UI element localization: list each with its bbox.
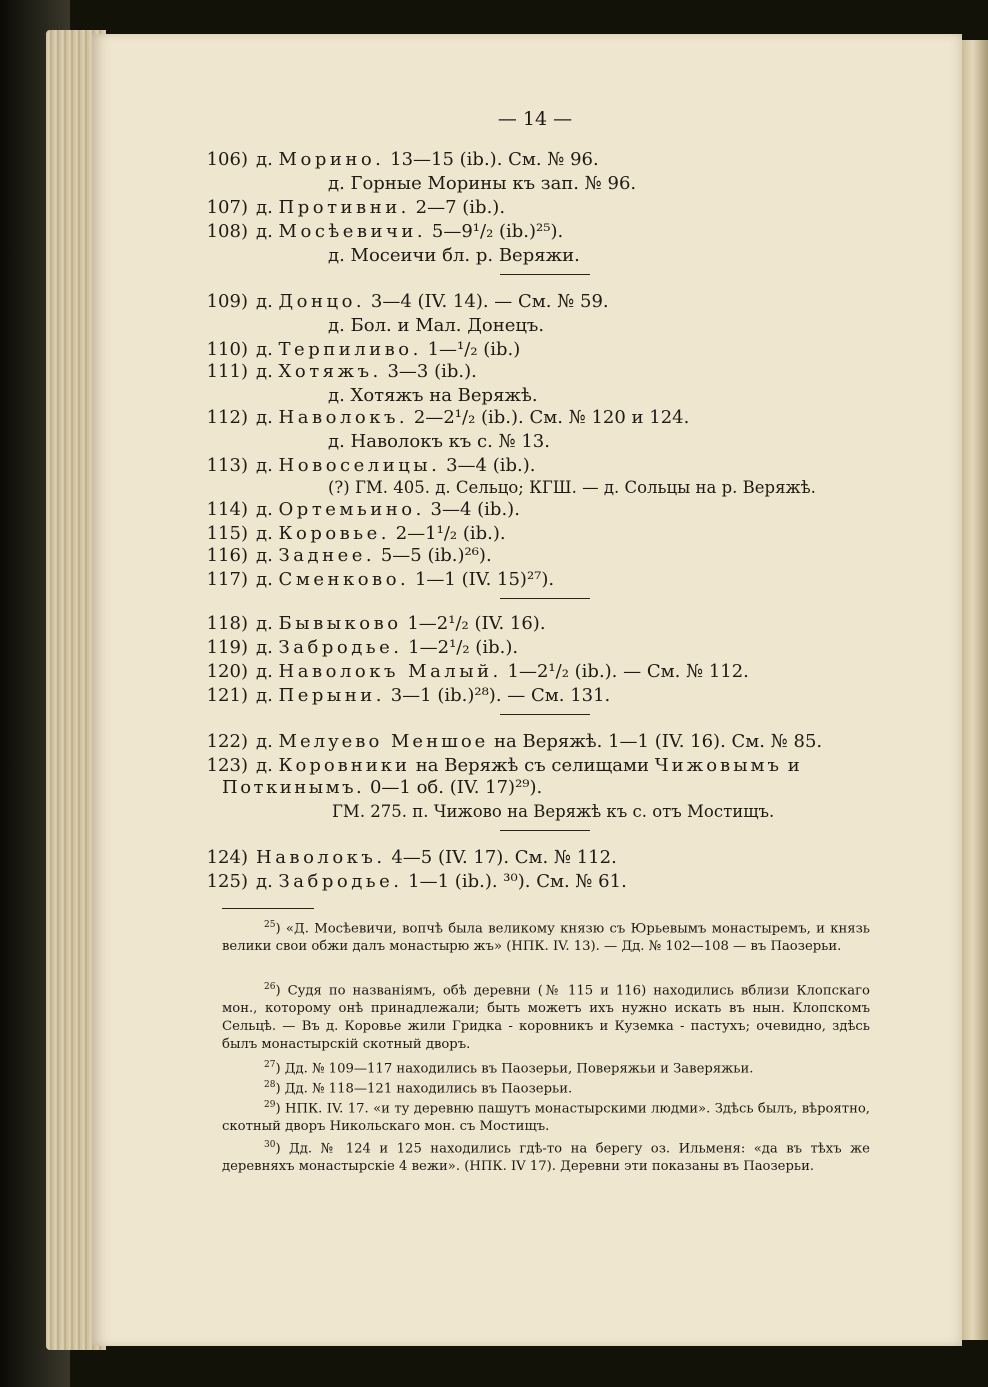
- entry-number: 111): [206, 361, 248, 382]
- footnote-ref: 25: [264, 920, 276, 930]
- entry-117: [200, 568, 554, 591]
- entry-details: 0—1 об. (IV. 17)²⁹).: [364, 777, 543, 798]
- footnote-26: [222, 978, 870, 1054]
- entry-name: Морино.: [278, 149, 385, 170]
- entry-121: [200, 684, 610, 707]
- entry-name: Наволокъ.: [278, 407, 409, 428]
- entry-prefix: д.: [256, 149, 273, 170]
- entry-106-note: д. Горные Морины къ зап. № 96.: [328, 173, 637, 194]
- entry-details: 3—3 (ib.).: [381, 361, 477, 382]
- entry-details: 3—4 (ib.).: [440, 455, 536, 476]
- entry-number: 108): [206, 221, 248, 242]
- entry-name: Коровники: [278, 755, 411, 776]
- entry-name: Забродье.: [278, 871, 403, 892]
- entry-prefix: д.: [256, 731, 273, 752]
- footnote-text: ) «Д. Мосѣевичи, вопчѣ была великому князю съ Юрьевымъ монастыремъ, и князь велики свои обжи далъ монастырю жъ» (НПК. IV. 13). — Дд. № 102—108 — въ Паозерьи.: [222, 921, 870, 955]
- entry-prefix: д.: [256, 291, 273, 312]
- entry-114: [200, 498, 520, 521]
- entry-number: 119): [206, 637, 248, 658]
- entry-number: 110): [206, 339, 248, 360]
- entry-prefix: д.: [256, 569, 273, 590]
- entry-details: 1—2¹/₂ (IV. 16).: [401, 613, 546, 634]
- entry-number: 123): [206, 755, 248, 776]
- entry-name: Противни.: [278, 197, 410, 218]
- entry-112-note: д. Наволокъ къ с. № 13.: [328, 431, 550, 452]
- entry-name: Донцо.: [278, 291, 366, 312]
- section-divider: [500, 274, 590, 275]
- entry-name: Наволокъ.: [256, 847, 386, 868]
- footnote-text: ) Дд. № 124 и 125 находились гдѣ-то на берегу оз. Ильменя: «да въ тѣхъ же деревняхъ монастырскіе 4 вежи». (НПК. IV 17). Деревни эти показаны въ Паозерьи.: [222, 1141, 870, 1175]
- footnote-text: ) Судя по названіямъ, обѣ деревни (№ 115 и 116) находились вблизи Клопскаго мон., которому онѣ принадлежали; быть можетъ ихъ нужно искать въ нын. Клопскомъ Сельцѣ. — Въ д. Коровье жили Гридка - коровникъ и Куземка - пастухъ; очевидно, здѣсь былъ монастырскій скотный дворъ.: [222, 983, 870, 1053]
- entry-details: 5—5 (ib.)²⁶).: [375, 545, 492, 566]
- entry-details: 3—4 (IV. 14). — См. № 59.: [365, 291, 609, 312]
- entry-109-note: д. Бол. и Мал. Донецъ.: [328, 315, 545, 336]
- entry-name: Бывыково: [278, 613, 402, 634]
- entry-number: 124): [206, 847, 248, 868]
- entry-details: 13—15 (ib.). См. № 96.: [384, 149, 599, 170]
- entry-tail: и: [787, 755, 800, 776]
- section-divider: [500, 714, 590, 715]
- entry-108-note: д. Мосеичи бл. р. Веряжи.: [328, 245, 580, 266]
- entry-prefix: д.: [256, 455, 273, 476]
- entry-prefix: д.: [256, 361, 273, 382]
- entry-name: Терпиливо.: [278, 339, 422, 360]
- entry-number: 118): [206, 613, 248, 634]
- entry-details: 2—7 (ib.).: [409, 197, 506, 218]
- entry-122: [200, 730, 822, 753]
- section-divider: [500, 830, 590, 831]
- entry-prefix: д.: [256, 499, 273, 520]
- entry-125: [200, 870, 627, 893]
- entry-number: 113): [206, 455, 248, 476]
- footnote-text: ) НПК. IV. 17. «и ту деревню пашутъ монастырскими людми». Здѣсь былъ, вѣроятно, скотный дворъ Никольскаго мон. съ Мостищъ.: [222, 1101, 870, 1135]
- entry-number: 117): [206, 569, 248, 590]
- entry-prefix: д.: [256, 545, 273, 566]
- entry-name: Заднее.: [278, 545, 376, 566]
- entry-prefix: д.: [256, 661, 273, 682]
- entry-113: [200, 454, 535, 477]
- footnote-divider: [222, 908, 314, 909]
- entry-details: 1—1 (IV. 15)²⁷).: [409, 569, 555, 590]
- entry-number: 112): [206, 407, 248, 428]
- entry-details: 3—1 (ib.)²⁸). — См. 131.: [384, 685, 611, 706]
- footnote-ref: 28: [264, 1080, 276, 1090]
- footnote-ref: 30: [264, 1140, 276, 1150]
- entry-details: 3—4 (ib.).: [424, 499, 520, 520]
- entry-number: 106): [206, 149, 248, 170]
- entry-prefix: д.: [256, 339, 273, 360]
- entry-number: 107): [206, 197, 248, 218]
- entry-prefix: д.: [256, 871, 273, 892]
- entry-details: 2—2¹/₂ (ib.). См. № 120 и 124.: [408, 407, 690, 428]
- entry-110: [200, 338, 520, 361]
- entry-123-continued: [222, 776, 542, 799]
- entry-116: [200, 544, 492, 567]
- entry-details: 1—¹/₂ (ib.): [421, 339, 521, 360]
- entry-details: 2—1¹/₂ (ib.).: [389, 523, 506, 544]
- entry-details: 1—1 (ib.). ³⁰). См. № 61.: [402, 871, 627, 892]
- entry-name: Ортемьино.: [278, 499, 425, 520]
- entry-108: [200, 220, 563, 243]
- entry-name: Мосѣевичи.: [278, 221, 427, 242]
- entry-prefix: д.: [256, 523, 273, 544]
- entry-details: 1—2¹/₂ (ib.).: [402, 637, 519, 658]
- entry-details: на Веряжѣ. 1—1 (IV. 16). См. № 85.: [488, 731, 823, 752]
- entry-prefix: д.: [256, 637, 273, 658]
- footnote-ref: 29: [264, 1100, 276, 1110]
- entry-details: 5—9¹/₂ (ib.)²⁵).: [426, 221, 564, 242]
- entry-107: [200, 196, 505, 219]
- entry-115: [200, 522, 506, 545]
- entry-111-note: д. Хотяжъ на Веряжѣ.: [328, 385, 538, 406]
- entry-124: [200, 846, 617, 869]
- entry-123: [200, 754, 800, 777]
- entry-number: 115): [206, 523, 248, 544]
- footnote-text: ) Дд. № 118—121 находились въ Паозерьи.: [275, 1081, 573, 1097]
- entry-number: 122): [206, 731, 248, 752]
- footnote-25: [222, 916, 870, 956]
- section-divider: [500, 598, 590, 599]
- entry-number: 125): [206, 871, 248, 892]
- footnote-ref: 26: [264, 982, 276, 992]
- entry-120: [200, 660, 749, 683]
- entry-106: [200, 148, 599, 171]
- entry-name-secondary: Чижовымъ: [654, 755, 782, 776]
- entry-number: 121): [206, 685, 248, 706]
- entry-name: Коровье.: [278, 523, 390, 544]
- entry-109: [200, 290, 609, 313]
- entry-name: Мелуево Меншое: [278, 731, 489, 752]
- entry-prefix: д.: [256, 221, 273, 242]
- entry-details: 1—2¹/₂ (ib.). — См. № 112.: [501, 661, 749, 682]
- entry-prefix: д.: [256, 407, 273, 428]
- footnote-30: [222, 1136, 870, 1176]
- entry-name: Перыни.: [278, 685, 385, 706]
- entry-119: [200, 636, 518, 659]
- entry-name: Хотяжъ.: [278, 361, 382, 382]
- page-number: — 14 —: [497, 108, 573, 130]
- footnote-ref: 27: [264, 1060, 276, 1070]
- entry-111: [200, 360, 477, 383]
- entry-prefix: д.: [256, 685, 273, 706]
- entry-prefix: д.: [256, 197, 273, 218]
- entry-123-note: ГМ. 275. п. Чижово на Веряжѣ къ с. отъ Мостищъ.: [332, 802, 775, 821]
- entry-name: Новоселицы.: [278, 455, 441, 476]
- entry-name: Сменково.: [278, 569, 410, 590]
- entry-number: 116): [206, 545, 248, 566]
- entry-112: [200, 406, 689, 429]
- entry-prefix: д.: [256, 755, 273, 776]
- entry-details: 4—5 (IV. 17). См. № 112.: [385, 847, 617, 868]
- entry-name: Наволокъ Малый.: [278, 661, 502, 682]
- footnote-29: [222, 1096, 870, 1136]
- entry-details: на Веряжѣ съ селищами: [410, 755, 650, 776]
- entry-prefix: д.: [256, 613, 273, 634]
- entry-number: 109): [206, 291, 248, 312]
- footnote-text: ) Дд. № 109—117 находились въ Паозерьи, Поверяжьи и Заверяжьи.: [275, 1061, 754, 1077]
- entry-number: 114): [206, 499, 248, 520]
- entry-118: [200, 612, 546, 635]
- entry-name: Поткинымъ.: [222, 777, 365, 798]
- entry-113-note: (?) ГМ. 405. д. Сельцо; КГШ. — д. Сольцы на р. Веряжѣ.: [328, 478, 816, 497]
- entry-name: Забродье.: [278, 637, 403, 658]
- entry-number: 120): [206, 661, 248, 682]
